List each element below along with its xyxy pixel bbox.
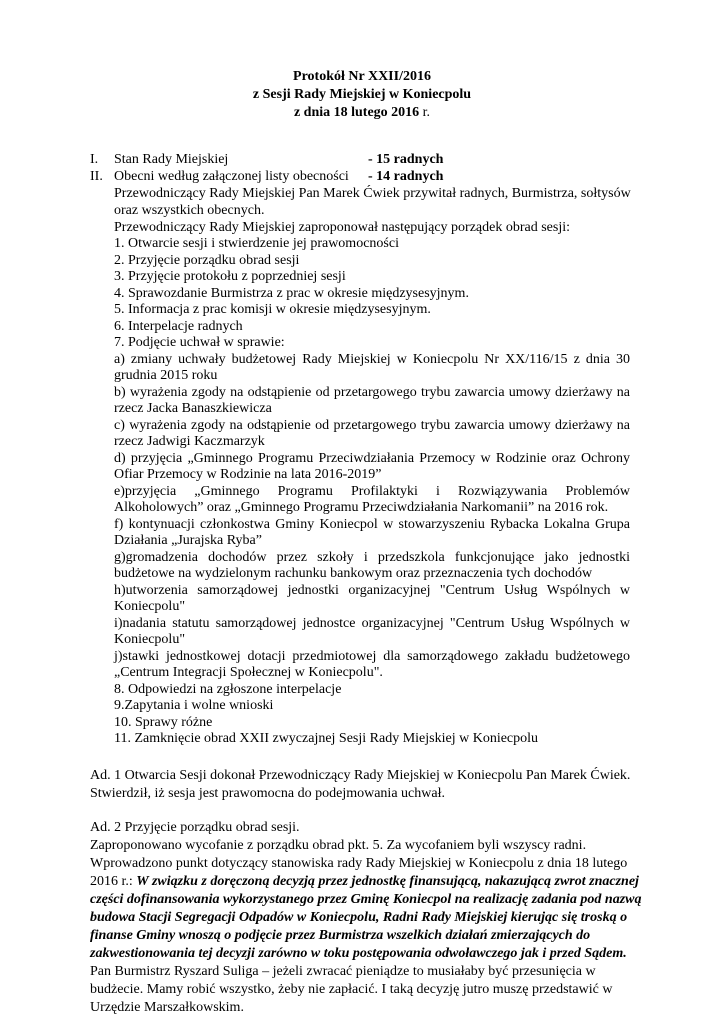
resolution-line: h)utworzenia samorządowej jednostki organizacyjnej "Centrum Usług Wspólnych w bbox=[114, 583, 630, 598]
ad1-paragraph-line: Stwierdził, iż sesja jest prawomocna do podejmowania uchwał. bbox=[90, 786, 445, 801]
agenda-item: 2. Przyjęcie porządku obrad sesji bbox=[114, 253, 300, 268]
ad2-statement-line: finanse Gminy wnoszą o podjęcie przez Burmistrza wszelkich działań zmierzających do bbox=[90, 928, 591, 943]
resolution-line: f) kontynuacji członkostwa Gminy Koniecpol w stowarzyszeniu Rybacka Lokalna Grupa bbox=[114, 517, 630, 532]
agenda-item: 7. Podjęcie uchwał w sprawie: bbox=[114, 335, 285, 350]
resolution-line: budżetowe na wydzielonym rachunku bankowym oraz przeznaczenia tych dochodów bbox=[114, 566, 593, 581]
present-value: - 14 radnych bbox=[368, 169, 444, 184]
ad2-date-prefix: 2016 r.: bbox=[90, 874, 137, 889]
agenda-item: 1. Otwarcie sesji i stwierdzenie jej prawomocności bbox=[114, 236, 399, 251]
intro-line: Przewodniczący Rady Miejskiej Pan Marek Ćwiek przywitał radnych, Burmistrza, sołtysów bbox=[114, 186, 631, 201]
agenda-item: 9.Zapytania i wolne wnioski bbox=[114, 698, 274, 713]
protocol-title: Protokół Nr XXII/2016 bbox=[293, 69, 431, 84]
resolution-line: grudnia 2015 roku bbox=[114, 368, 218, 383]
session-date bbox=[0, 104, 724, 122]
ad2-statement-line: zakwestionowania tej decyzji zarówno w toku postępowania odwoławczego jak i przed Sądem. bbox=[90, 946, 627, 961]
present-label: Obecni według załączonej listy obecności bbox=[114, 169, 349, 184]
resolution-line: Działania „Jurajska Ryba” bbox=[114, 533, 262, 548]
resolution-line: Ofiar Przemocy w Rodzinie na lata 2016-2019” bbox=[114, 467, 382, 482]
resolution-line: „Centrum Integracji Społecznej w Koniecpolu". bbox=[114, 665, 383, 680]
ad2-statement-line: budowa Stacji Segregacji Odpadów w Koniecpolu, Radni Rady Miejskiej kierując się troską o bbox=[90, 910, 628, 925]
ad2-paragraph-line: Urzędzie Marszałkowskim. bbox=[90, 1000, 244, 1015]
session-date-tail: r. bbox=[419, 105, 431, 120]
resolution-line: j)stawki jednostkowej dotacji przedmiotowej dla samorządowego zakładu budżetowego bbox=[114, 649, 630, 664]
resolution-line: Alkoholowych” oraz „Gminnego Programu Przeciwdziałania Narkomanii” na 2016 rok. bbox=[114, 500, 609, 515]
agenda-item: 4. Sprawozdanie Burmistrza z prac w okresie międzysesyjnym. bbox=[114, 286, 469, 301]
ad2-paragraph-line: Pan Burmistrz Ryszard Suliga – jeżeli zwracać pieniądze to musiałaby być przesunięcia w bbox=[90, 964, 596, 979]
ad2-paragraph-line: Wprowadzono punkt dotyczący stanowiska rady Rady Miejskiej w Koniecpolu z dnia 18 lutego bbox=[90, 856, 628, 871]
resolution-line: c) wyrażenia zgody na odstąpienie od przetargowego trybu zawarcia umowy dzierżawy na bbox=[114, 418, 630, 433]
section-number-i: I. bbox=[90, 152, 99, 167]
agenda-item: 8. Odpowiedzi na zgłoszone interpelacje bbox=[114, 682, 342, 697]
agenda-item: 5. Informacja z prac komisji w okresie międzysesyjnym. bbox=[114, 302, 431, 317]
ad2-paragraph-line: budżecie. Mamy robić wszystko, żeby nie zapłacić. I taką decyzję jutro muszę przedstawić w bbox=[90, 982, 613, 997]
agenda-item: 3. Przyjęcie protokołu z poprzedniej sesji bbox=[114, 269, 346, 284]
resolution-line: d) przyjęcia „Gminnego Programu Przeciwdziałania Przemocy w Rodzinie oraz Ochrony bbox=[114, 451, 630, 466]
resolution-line: Koniecpolu" bbox=[114, 599, 186, 614]
resolution-line: e)przyjęcia „Gminnego Programu Profilaktyki i Rozwiązywania Problemów bbox=[114, 484, 630, 499]
agenda-item: 11. Zamknięcie obrad XXII zwyczajnej Sesji Rady Miejskiej w Koniecpolu bbox=[114, 731, 539, 746]
resolution-line: a) zmiany uchwały budżetowej Rady Miejskiej w Koniecpolu Nr XX/116/15 z dnia 30 bbox=[114, 352, 630, 367]
resolution-line: g)gromadzenia dochodów przez szkoły i przedszkola funkcjonujące jako jednostki bbox=[114, 550, 630, 565]
session-subtitle: z Sesji Rady Miejskiej w Koniecpolu bbox=[252, 87, 472, 102]
resolution-line: rzecz Jacka Banaszkiewicza bbox=[114, 401, 272, 416]
ad2-statement-text: W związku z doręczoną decyzją przez jednostkę finansującą, nakazującą zwrot znacznej bbox=[136, 874, 639, 889]
section-number-ii: II. bbox=[90, 169, 103, 184]
resolution-line: i)nadania statutu samorządowej jednostce organizacyjnej "Centrum Usług Wspólnych w bbox=[114, 616, 630, 631]
council-size-value: - 15 radnych bbox=[368, 152, 444, 167]
ad2-paragraph-line: Zaproponowano wycofanie z porządku obrad pkt. 5. Za wycofaniem byli wszyscy radni. bbox=[90, 838, 587, 853]
agenda-item: 10. Sprawy różne bbox=[114, 715, 213, 730]
resolution-line: b) wyrażenia zgody na odstąpienie od przetargowego trybu zawarcia umowy dzierżawy na bbox=[114, 385, 630, 400]
council-size-label: Stan Rady Miejskiej bbox=[114, 152, 229, 167]
ad2-paragraph-line: Ad. 2 Przyjęcie porządku obrad sesji. bbox=[90, 820, 300, 835]
ad2-paragraph-line bbox=[90, 874, 639, 890]
intro-line: oraz wszystkich obecnych. bbox=[114, 203, 265, 218]
ad2-statement-line: części dofinansowania wykorzystanego przez Gminę Koniecpol na realizację zadania pod nazwą bbox=[90, 892, 642, 907]
intro-line: Przewodniczący Rady Miejskiej zaproponował następujący porządek obrad sesji: bbox=[114, 220, 571, 235]
resolution-line: rzecz Jadwigi Kaczmarzyk bbox=[114, 434, 265, 449]
ad1-paragraph-line: Ad. 1 Otwarcia Sesji dokonał Przewodniczący Rady Miejskiej w Koniecpolu Pan Marek Ćwiek. bbox=[90, 768, 631, 783]
agenda-item: 6. Interpelacje radnych bbox=[114, 319, 243, 334]
resolution-line: Koniecpolu" bbox=[114, 632, 186, 647]
session-date-bold: z dnia 18 lutego 2016 bbox=[293, 105, 420, 120]
